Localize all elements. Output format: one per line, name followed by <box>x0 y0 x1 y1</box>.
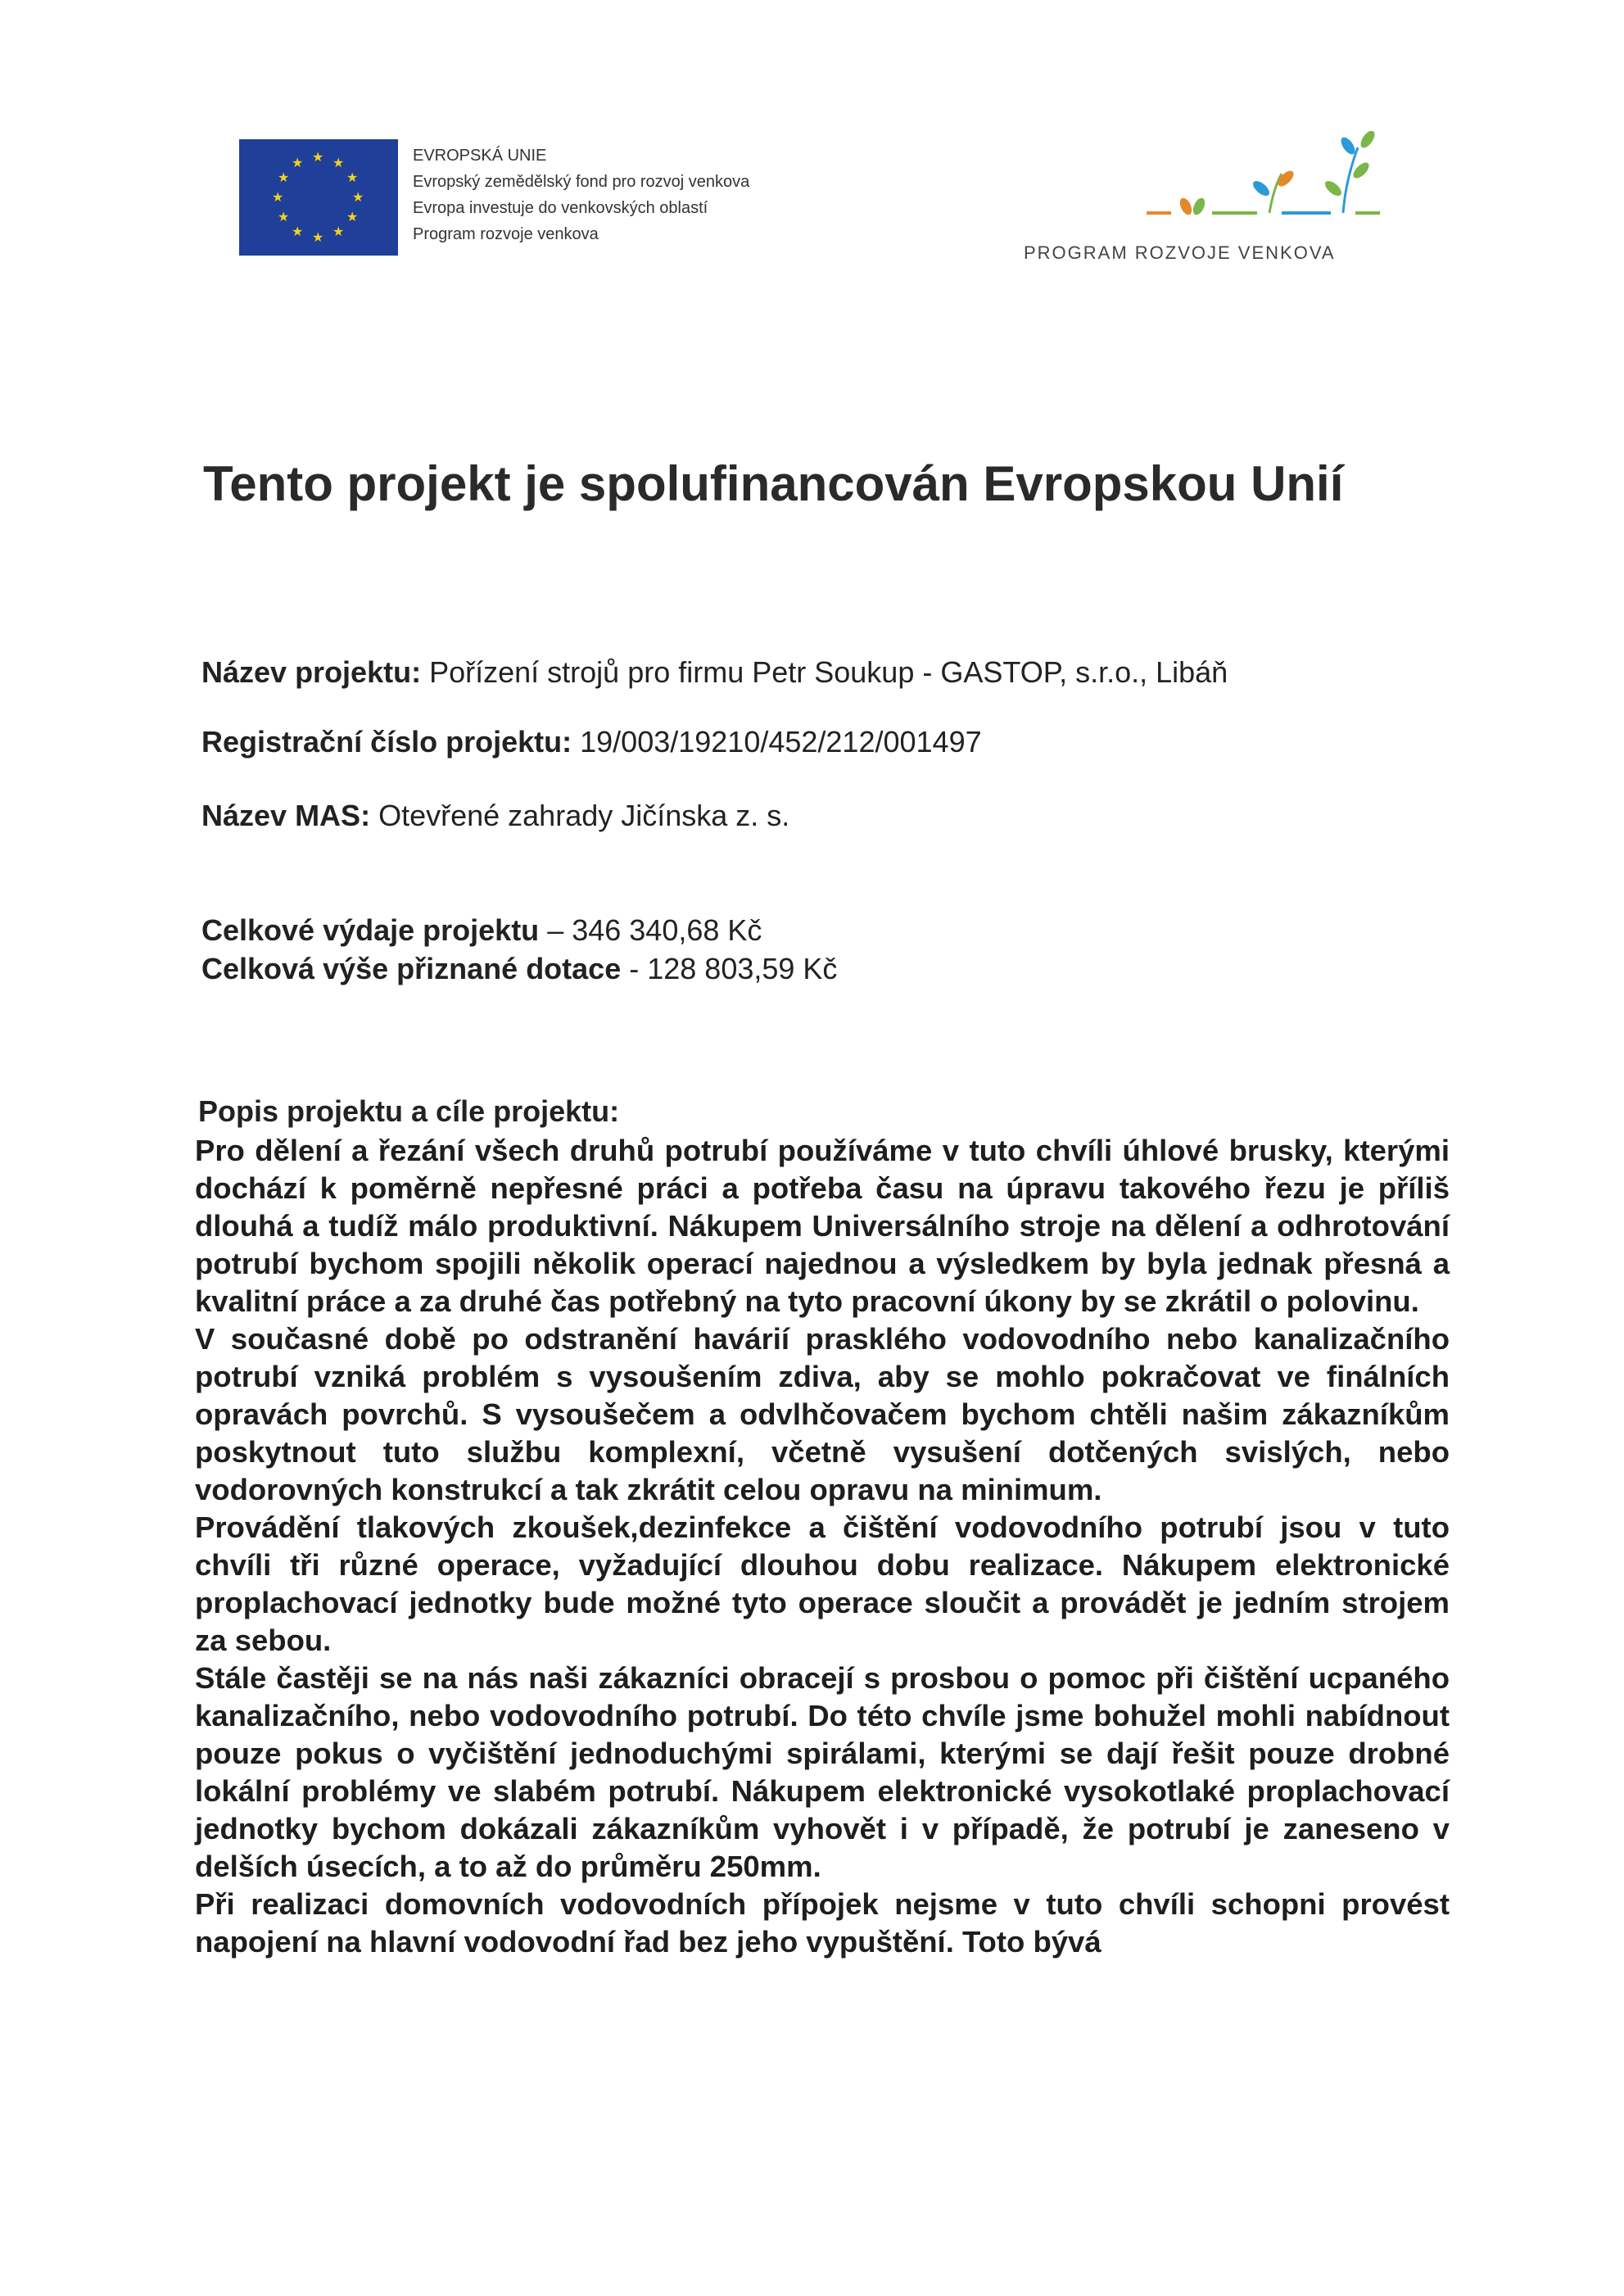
eu-line-3: Evropa investuje do venkovských oblastí <box>413 199 708 217</box>
registration-value: 19/003/19210/452/212/001497 <box>580 725 982 759</box>
mas-row <box>201 799 789 833</box>
description-paragraph: Stále častěji se na nás naši zákazníci obracejí s prosbou o pomoc při čištění ucpaného kanalizačního, nebo vodovodního potrubí. Do této chvíle jsme bohužel mohli nabídnout pouze pokus o vyčištění jednoduchými spirálami, kterými se dají řešit pouze drobné lokální problémy ve slabém potrubí. Nákupem elektronické vysokotlaké proplachovací jednotky bychom dokázali zákazníkům vyhovět i v případě, že potrubí je zaneseno v delších úsecích, a to až do průměru 250mm. <box>195 1661 1450 1883</box>
eu-flag-icon: ★ ★ ★ ★ ★ ★ ★ ★ ★ ★ ★ ★ <box>239 139 398 256</box>
subsidy-label: Celková výše přiznané dotace <box>201 952 622 985</box>
registration-row <box>201 725 982 759</box>
description-paragraph: Pro dělení a řezání všech druhů potrubí používáme v tuto chvíli úhlové brusky, kterými dochází k poměrně nepřesné práci a potřeba času na úpravu takového řezu je příliš dlouhá a tudíž málo produktivní. Nákupem Universálního stroje na dělení a odhrotování potrubí bychom spojili několik operací najednou a výsledkem by byla jednak přesná a kvalitní práce a za druhé čas potřebný na tyto pracovní úkony by se zkrátil o polovinu. <box>195 1134 1450 1318</box>
project-name-label: Název projektu: <box>201 655 422 689</box>
eu-line-1: EVROPSKÁ UNIE <box>413 147 547 165</box>
registration-label: Registrační číslo projektu: <box>201 725 572 759</box>
description-body <box>195 1132 1450 1961</box>
mas-label: Název MAS: <box>201 799 371 832</box>
total-expense-row <box>201 913 762 948</box>
mas-value: Otevřené zahrady Jičínska z. s. <box>378 799 790 832</box>
subsidy-value: - 128 803,59 Kč <box>629 952 838 985</box>
prv-label: PROGRAM ROZVOJE VENKOVA <box>1024 242 1336 263</box>
description-paragraph: Při realizaci domovních vodovodních přípojek nejsme v tuto chvíli schopni provést napojení na hlavní vodovodní řad bez jeho vypuštění. Toto bývá <box>195 1887 1450 1959</box>
description-paragraph: V současné době po odstranění havárií prasklého vodovodního nebo kanalizačního potrubí vzniká problém s vysoušením zdiva, aby se mohlo pokračovat ve finálních opravách povrchů. S vysoušečem a odvlhčovačem bychom chtěli našim zákazníkům poskytnout tuto službu komplexní, včetně vysušení dotčených svislých, nebo vodorovných konstrukcí a tak zkrátit celou opravu na minimum. <box>195 1322 1450 1506</box>
eu-line-2: Evropský zemědělský fond pro rozvoj venkova <box>413 173 750 191</box>
eu-logo-block <box>239 139 749 256</box>
project-name-value: Pořízení strojů pro firmu Petr Soukup - GASTOP, s.r.o., Libáň <box>429 655 1228 689</box>
page-title: Tento projekt je spolufinancován Evropskou Unií <box>203 456 1344 511</box>
subsidy-row <box>201 952 837 986</box>
total-expense-label: Celkové výdaje projektu <box>201 913 540 947</box>
project-name-row <box>201 655 1228 690</box>
eu-line-4: Program rozvoje venkova <box>413 225 599 243</box>
sprout-logo-icon <box>1147 131 1392 229</box>
eu-text <box>413 143 749 247</box>
prv-logo-block <box>1024 131 1384 270</box>
total-expense-value: – 346 340,68 Kč <box>547 913 762 947</box>
description-paragraph: Provádění tlakových zkoušek,dezinfekce a čištění vodovodního potrubí jsou v tuto chvíli tři různé operace, vyžadující dlouhou dobu realizace. Nákupem elektronické proplachovací jednotky bude možné tyto operace sloučit a provádět je jedním strojem za sebou. <box>195 1510 1450 1657</box>
description-title: Popis projektu a cíle projektu: <box>198 1094 620 1128</box>
